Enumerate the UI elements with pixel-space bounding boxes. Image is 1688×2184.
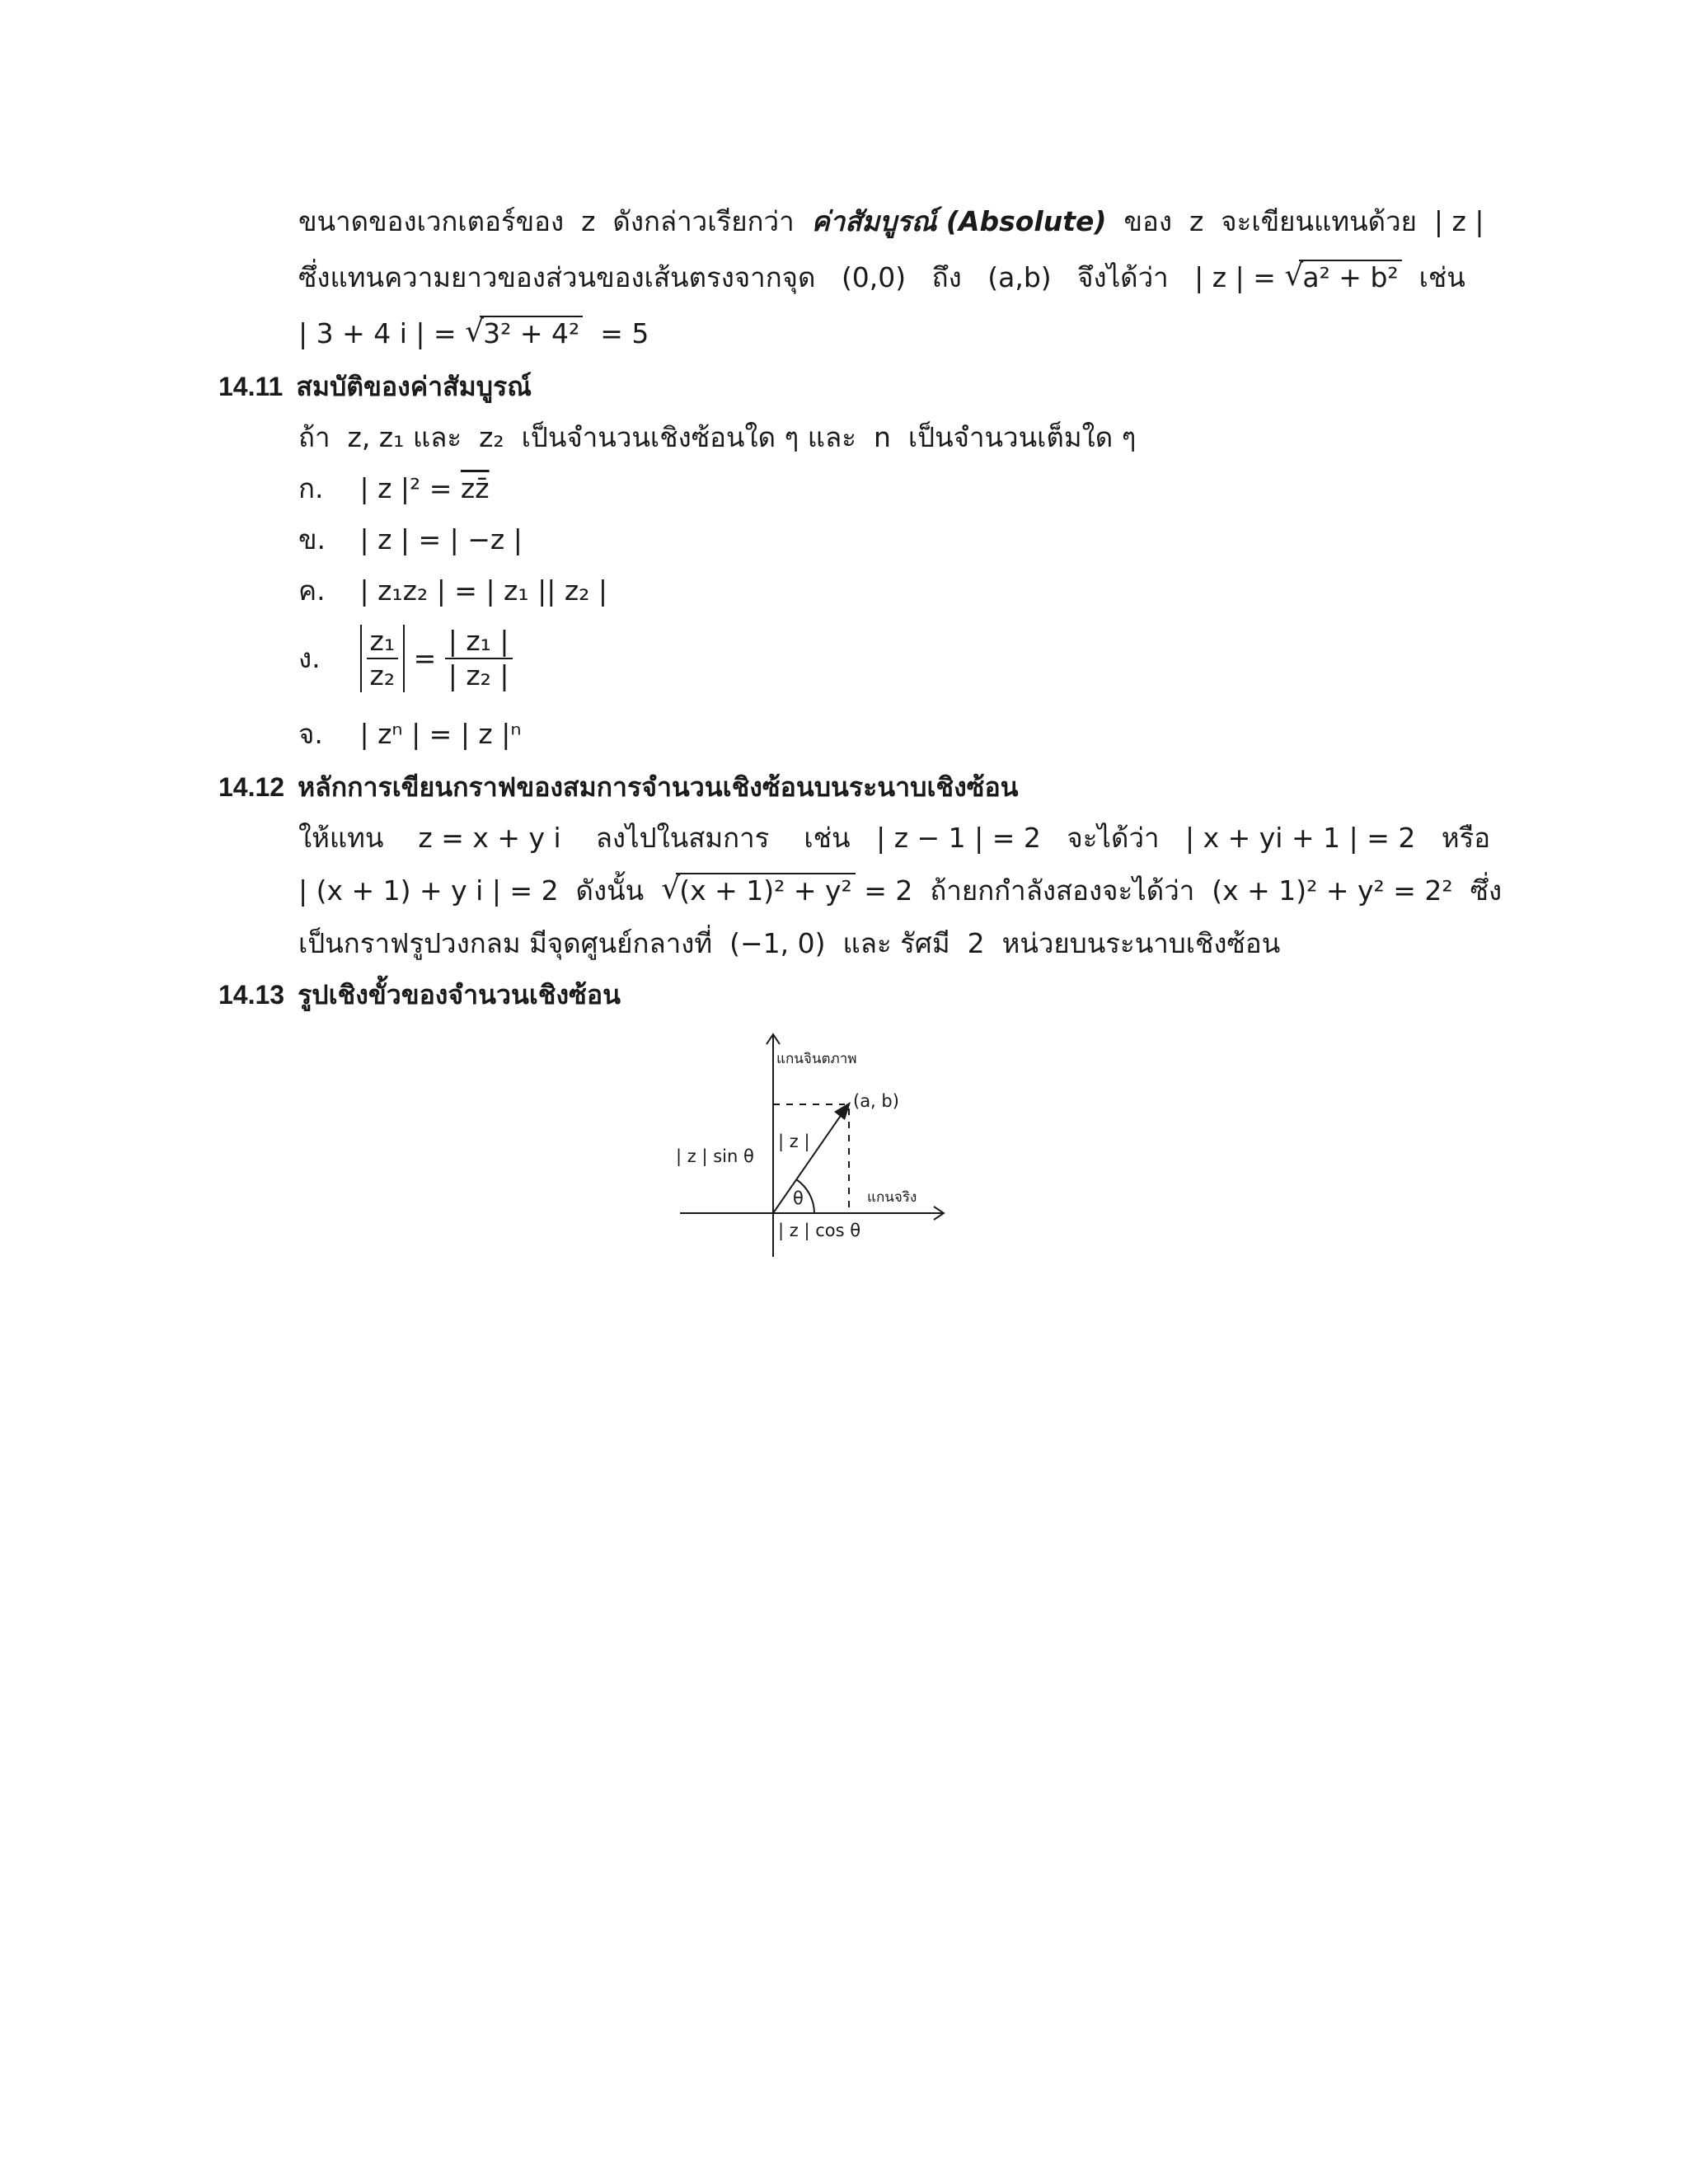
item-label: ก. bbox=[298, 472, 324, 504]
math-substitution: z = x + y i bbox=[418, 822, 561, 854]
para1-line2 bbox=[298, 260, 1465, 295]
math-lhs: | 3 + 4 i | = bbox=[298, 317, 457, 349]
radicand: a² + b² bbox=[1299, 260, 1401, 293]
numerator: | z₁ | bbox=[445, 625, 513, 659]
polar-form-diagram bbox=[676, 1030, 956, 1261]
math-z: z bbox=[1189, 205, 1204, 237]
section-heading-14-11 bbox=[218, 369, 532, 404]
sec2-line3 bbox=[298, 926, 1280, 961]
section-heading-14-13 bbox=[218, 977, 621, 1012]
section-number: 14.13 bbox=[218, 980, 285, 1010]
section-number: 14.12 bbox=[218, 772, 285, 802]
modulus-label: | z | bbox=[778, 1132, 810, 1151]
math-equation: (x + 1)² + y² = 2² bbox=[1212, 874, 1453, 907]
text: ลงไปในสมการ bbox=[595, 822, 770, 854]
item-label: ค. bbox=[298, 574, 326, 607]
math-lhs: | z |² = bbox=[359, 472, 452, 504]
sec2-line1 bbox=[298, 821, 1490, 855]
sqrt-expression bbox=[1284, 260, 1401, 295]
text: ถึง bbox=[931, 261, 962, 293]
section-title: หลักการเขียนกราฟของสมการจำนวนเชิงซ้อนบนระนาบเชิงซ้อน bbox=[298, 771, 1019, 803]
radicand: 3² + 4² bbox=[480, 316, 583, 349]
text: ให้แทน bbox=[298, 822, 384, 854]
text: เช่น bbox=[1418, 261, 1465, 293]
math-equation: | z − 1 | = 2 bbox=[876, 822, 1041, 854]
property-item bbox=[298, 625, 513, 692]
section-heading-14-12 bbox=[218, 770, 1019, 804]
text: จึงได้ว่า bbox=[1077, 261, 1169, 293]
item-label: ข. bbox=[298, 523, 326, 555]
text: เช่น bbox=[804, 822, 851, 854]
text: ถ้ายกกำลังสองจะได้ว่า bbox=[930, 874, 1195, 907]
point-label: (a, b) bbox=[853, 1091, 899, 1111]
math-equation: | (x + 1) + y i | = 2 bbox=[298, 874, 559, 907]
denominator: | z₂ | bbox=[448, 659, 509, 691]
property-item bbox=[298, 717, 522, 752]
para1-line1 bbox=[298, 204, 1484, 239]
text: เป็นจำนวนเชิงซ้อนใด ๆ และ bbox=[521, 421, 856, 453]
math-abs-z: | z | = bbox=[1194, 261, 1276, 293]
math-vars: z, z₁ bbox=[347, 421, 405, 453]
property-item bbox=[298, 574, 607, 608]
text: จะเขียนแทนด้วย bbox=[1221, 205, 1417, 237]
angle-label: θ bbox=[793, 1188, 804, 1208]
fraction bbox=[445, 625, 513, 692]
math-expression: | zⁿ | = | z |ⁿ bbox=[359, 718, 522, 750]
section-number: 14.11 bbox=[218, 372, 284, 401]
math-n: n bbox=[873, 421, 891, 453]
math-point: (a,b) bbox=[987, 261, 1052, 293]
math-rhs: = 5 bbox=[600, 317, 649, 349]
sec1-intro bbox=[298, 420, 1136, 455]
text: หรือ bbox=[1441, 822, 1491, 854]
math-conjugate: zz̄ bbox=[460, 472, 490, 504]
text: จะได้ว่า bbox=[1067, 822, 1160, 854]
math-center: (−1, 0) bbox=[729, 927, 826, 959]
sec2-line2 bbox=[298, 874, 1502, 908]
term-absolute: ค่าสัมบูรณ์ (Absolute) bbox=[811, 205, 1107, 237]
math-expression: | z | = | −z | bbox=[359, 523, 523, 555]
para1-line3 bbox=[298, 316, 649, 351]
text: ดังกล่าวเรียกว่า bbox=[612, 205, 795, 237]
abs-fraction bbox=[360, 625, 406, 692]
imaginary-axis-label: แกนจินตภาพ bbox=[776, 1051, 857, 1067]
fraction bbox=[367, 625, 399, 692]
radicand: (x + 1)² + y² bbox=[676, 873, 856, 907]
text: ถ้า bbox=[298, 421, 331, 453]
vertical-component-label: | z | sin θ bbox=[676, 1146, 754, 1166]
math-rhs: = 2 bbox=[864, 874, 913, 907]
text: และ bbox=[412, 421, 462, 453]
math-expression: | z₁z₂ | = | z₁ || z₂ | bbox=[359, 574, 607, 607]
property-item bbox=[298, 471, 490, 506]
math-z: z bbox=[581, 205, 596, 237]
text: ดังนั้น bbox=[575, 874, 645, 907]
item-label: จ. bbox=[298, 718, 323, 750]
equals: = bbox=[413, 642, 437, 674]
property-item bbox=[298, 523, 523, 557]
math-abs-z: | z | bbox=[1433, 205, 1484, 237]
item-label: ง. bbox=[298, 642, 321, 674]
math-radius: 2 bbox=[967, 927, 985, 959]
horizontal-component-label: | z | cos θ bbox=[778, 1221, 861, 1240]
sqrt-expression bbox=[465, 316, 583, 351]
text: ซึ่งแทนความยาวของส่วนของเส้นตรงจากจุด bbox=[298, 261, 816, 293]
text: เป็นกราฟรูปวงกลม มีจุดศูนย์กลางที่ bbox=[298, 927, 713, 959]
text: และ รัศมี bbox=[842, 927, 950, 959]
text: ขนาดของเวกเตอร์ของ bbox=[298, 205, 565, 237]
math-z2: z₂ bbox=[479, 421, 504, 453]
sqrt-expression bbox=[661, 874, 856, 908]
text: ของ bbox=[1123, 205, 1172, 237]
denominator: z₂ bbox=[369, 659, 396, 691]
section-title: สมบัติของค่าสัมบูรณ์ bbox=[296, 371, 532, 402]
math-equation: | x + yi + 1 | = 2 bbox=[1185, 822, 1416, 854]
real-axis-label: แกนจริง bbox=[867, 1189, 917, 1206]
text: หน่วยบนระนาบเชิงซ้อน bbox=[1001, 927, 1281, 959]
text: เป็นจำนวนเต็มใด ๆ bbox=[907, 421, 1137, 453]
numerator: z₁ bbox=[367, 625, 399, 659]
text: ซึ่ง bbox=[1470, 874, 1503, 907]
math-origin: (0,0) bbox=[841, 261, 907, 293]
section-title: รูปเชิงขั้วของจำนวนเชิงซ้อน bbox=[298, 979, 621, 1010]
